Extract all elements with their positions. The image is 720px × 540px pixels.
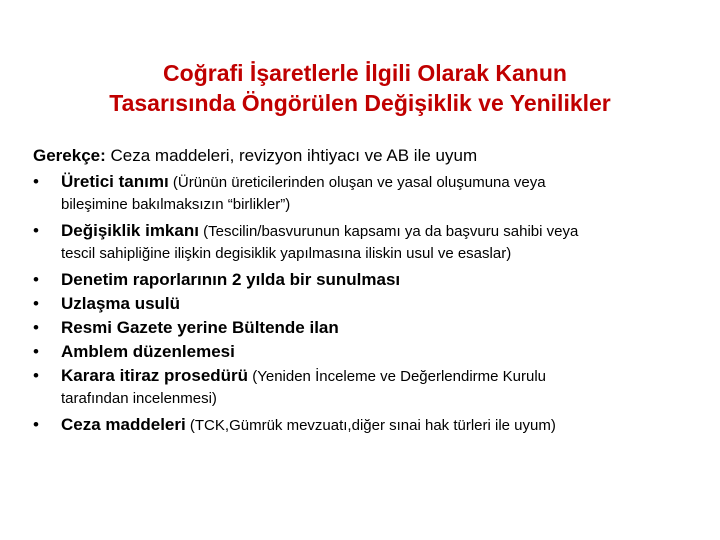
bullet-glyph: • [33, 294, 39, 313]
bullet-glyph: • [33, 415, 39, 434]
bullet-glyph: • [33, 221, 39, 240]
bullet-glyph: • [33, 366, 39, 385]
slide-title [0, 58, 720, 118]
bullet-glyph: • [33, 172, 39, 191]
item-detail-continued: bileşimine bakılmaksızın “birlikler”) [61, 196, 291, 213]
list-item [33, 268, 693, 292]
item-detail: (Tescilin/basvurunun kapsamı ya da başvuru sahibi veya [198, 223, 579, 240]
item-heading: Üretici tanımı [61, 172, 169, 191]
item-detail-continued: tarafından incelenmesi) [61, 390, 217, 407]
item-detail: (Ürünün üreticilerinden oluşan ve yasal oluşumuna veya [168, 174, 546, 191]
item-heading: Değişiklik imkanı [61, 221, 199, 240]
rationale-line [33, 145, 477, 167]
bullet-glyph: • [33, 342, 39, 361]
rationale-text: Ceza maddeleri, revizyon ihtiyacı ve AB ile uyum [105, 146, 478, 165]
bullet-glyph: • [33, 270, 39, 289]
item-detail: (TCK,Gümrük mevzuatı,diğer sınai hak türleri ile uyum) [185, 417, 556, 434]
item-detail-continued: tescil sahipliğine ilişkin degisiklik yapılmasına iliskin usul ve esaslar) [61, 245, 512, 262]
list-item [33, 413, 693, 438]
item-heading: Karara itiraz prosedürü [61, 366, 249, 385]
bullet-glyph: • [33, 318, 39, 337]
item-heading: Ceza maddeleri [61, 415, 186, 434]
list-item [33, 170, 693, 215]
title-line-2: Tasarısında Öngörülen Değişiklik ve Yenilikler [109, 90, 611, 116]
item-heading: Uzlaşma usulü [61, 294, 181, 313]
item-heading: Resmi Gazete yerine Bültende ilan [61, 318, 339, 337]
list-item [33, 219, 693, 264]
list-item [33, 340, 693, 364]
rationale-label: Gerekçe: [33, 146, 106, 165]
bullet-list [33, 170, 693, 438]
list-item [33, 292, 693, 316]
item-heading: Amblem düzenlemesi [61, 342, 235, 361]
item-heading: Denetim raporlarının 2 yılda bir sunulması [61, 270, 401, 289]
item-detail: (Yeniden İnceleme ve Değerlendirme Kurulu [248, 368, 547, 385]
list-item [33, 364, 693, 409]
list-item [33, 316, 693, 340]
title-line-1: Coğrafi İşaretlerle İlgili Olarak Kanun [163, 60, 567, 86]
